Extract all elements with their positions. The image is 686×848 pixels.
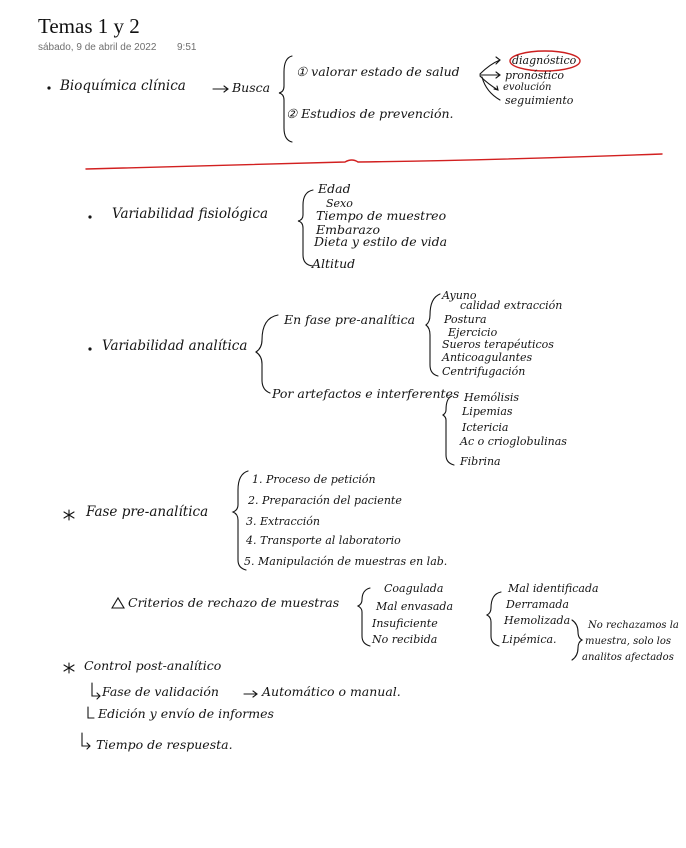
star-bullet-icon (64, 663, 74, 673)
rejection-note: No rechazamos la (588, 620, 679, 631)
rejection-note: analitos afectados (582, 652, 674, 663)
rejection-item: Derramada (506, 598, 569, 611)
section5-title: Criterios de rechazo de muestras (128, 595, 340, 610)
section3-title: Variabilidad analítica (102, 338, 248, 354)
rejection-item: Hemolizada (504, 614, 571, 627)
page-date: sábado, 9 de abril de 2022 (38, 42, 157, 53)
triangle-bullet-icon (112, 598, 124, 608)
outcome-item: seguimiento (505, 94, 574, 107)
interferent-item: Ac o crioglobulinas (460, 435, 567, 448)
analytic-branch: Por artefactos e interferentes (272, 386, 460, 401)
preanalytic-item: Postura (444, 313, 487, 326)
arrow-icon (480, 57, 500, 74)
section-divider (86, 154, 662, 169)
section1-item: ① valorar estado de salud (296, 64, 460, 79)
interferent-item: Hemólisis (464, 391, 519, 404)
section6-title: Control post-analítico (84, 658, 222, 673)
rejection-item: No recibida (372, 633, 438, 646)
postanalytic-item: Edición y envío de informes (98, 706, 274, 721)
section4-title: Fase pre-analítica (86, 504, 209, 520)
postanalytic-item: Tiempo de respuesta. (96, 737, 233, 752)
bullet (88, 347, 91, 350)
page-title: Temas 1 y 2 (38, 14, 140, 38)
brace (279, 56, 292, 142)
outcome-item: evolución (503, 82, 552, 93)
physiological-item: Edad (318, 181, 351, 196)
preanalytic-step: 3. Extracción (246, 515, 321, 528)
rejection-note: muestra, solo los (585, 636, 671, 647)
hook-arrow-icon (88, 707, 94, 718)
hook-arrow-icon (82, 733, 90, 749)
section1-verb: Busca (232, 80, 271, 95)
page-time: 9:51 (177, 42, 197, 53)
physiological-item: Sexo (326, 197, 353, 210)
preanalytic-item: Centrifugación (442, 365, 526, 378)
physiological-item: Dieta y estilo de vida (314, 234, 448, 249)
arrow-icon (480, 72, 500, 78)
hook-arrow-icon (92, 683, 100, 699)
postanalytic-item: Fase de validación (102, 684, 219, 699)
outcome-item: diagnóstico (512, 54, 577, 67)
interferent-item: Ictericia (462, 421, 509, 434)
preanalytic-step: 2. Preparación del paciente (248, 494, 402, 507)
preanalytic-item: Sueros terapéuticos (442, 338, 554, 351)
bullet (88, 215, 91, 218)
brace (426, 294, 440, 376)
rejection-item: Mal identificada (508, 582, 599, 595)
rejection-item: Mal envasada (376, 600, 454, 613)
interferent-item: Lipemias (462, 405, 513, 418)
brace (256, 315, 278, 393)
validation-result: Automático o manual. (262, 684, 401, 699)
brace (487, 592, 501, 646)
physiological-item: Tiempo de muestreo (316, 208, 447, 223)
preanalytic-item: Ayuno (442, 289, 477, 302)
arrow-icon (244, 691, 257, 697)
preanalytic-item: Ejercicio (448, 326, 498, 339)
preanalytic-step: 1. Proceso de petición (252, 473, 376, 486)
physiological-item: Altitud (312, 256, 356, 271)
preanalytic-step: 4. Transporte al laboratorio (246, 534, 401, 547)
brace (358, 588, 370, 646)
preanalytic-item: Anticoagulantes (442, 351, 533, 364)
preanalytic-step: 5. Manipulación de muestras en lab. (244, 555, 448, 568)
preanalytic-item: calidad extracción (460, 299, 563, 312)
interferent-item: Fibrina (460, 455, 501, 468)
physiological-item: Embarazo (316, 222, 380, 237)
rejection-item: Insuficiente (372, 617, 438, 630)
rejection-item: Coagulada (384, 582, 444, 595)
brace (443, 396, 454, 465)
rejection-item: Lipémica. (502, 633, 557, 646)
analytic-branch: En fase pre-analítica (284, 312, 416, 327)
closing-brace (572, 620, 582, 660)
section1-item: ② Estudios de prevención. (286, 106, 454, 121)
brace (298, 190, 313, 266)
section1-title: Bioquímica clínica (60, 78, 186, 94)
section2-title: Variabilidad fisiológica (112, 206, 268, 222)
star-bullet-icon (64, 510, 74, 520)
arrow-icon (213, 86, 228, 92)
outcome-item: pronóstico (505, 69, 564, 82)
bullet (47, 86, 50, 89)
